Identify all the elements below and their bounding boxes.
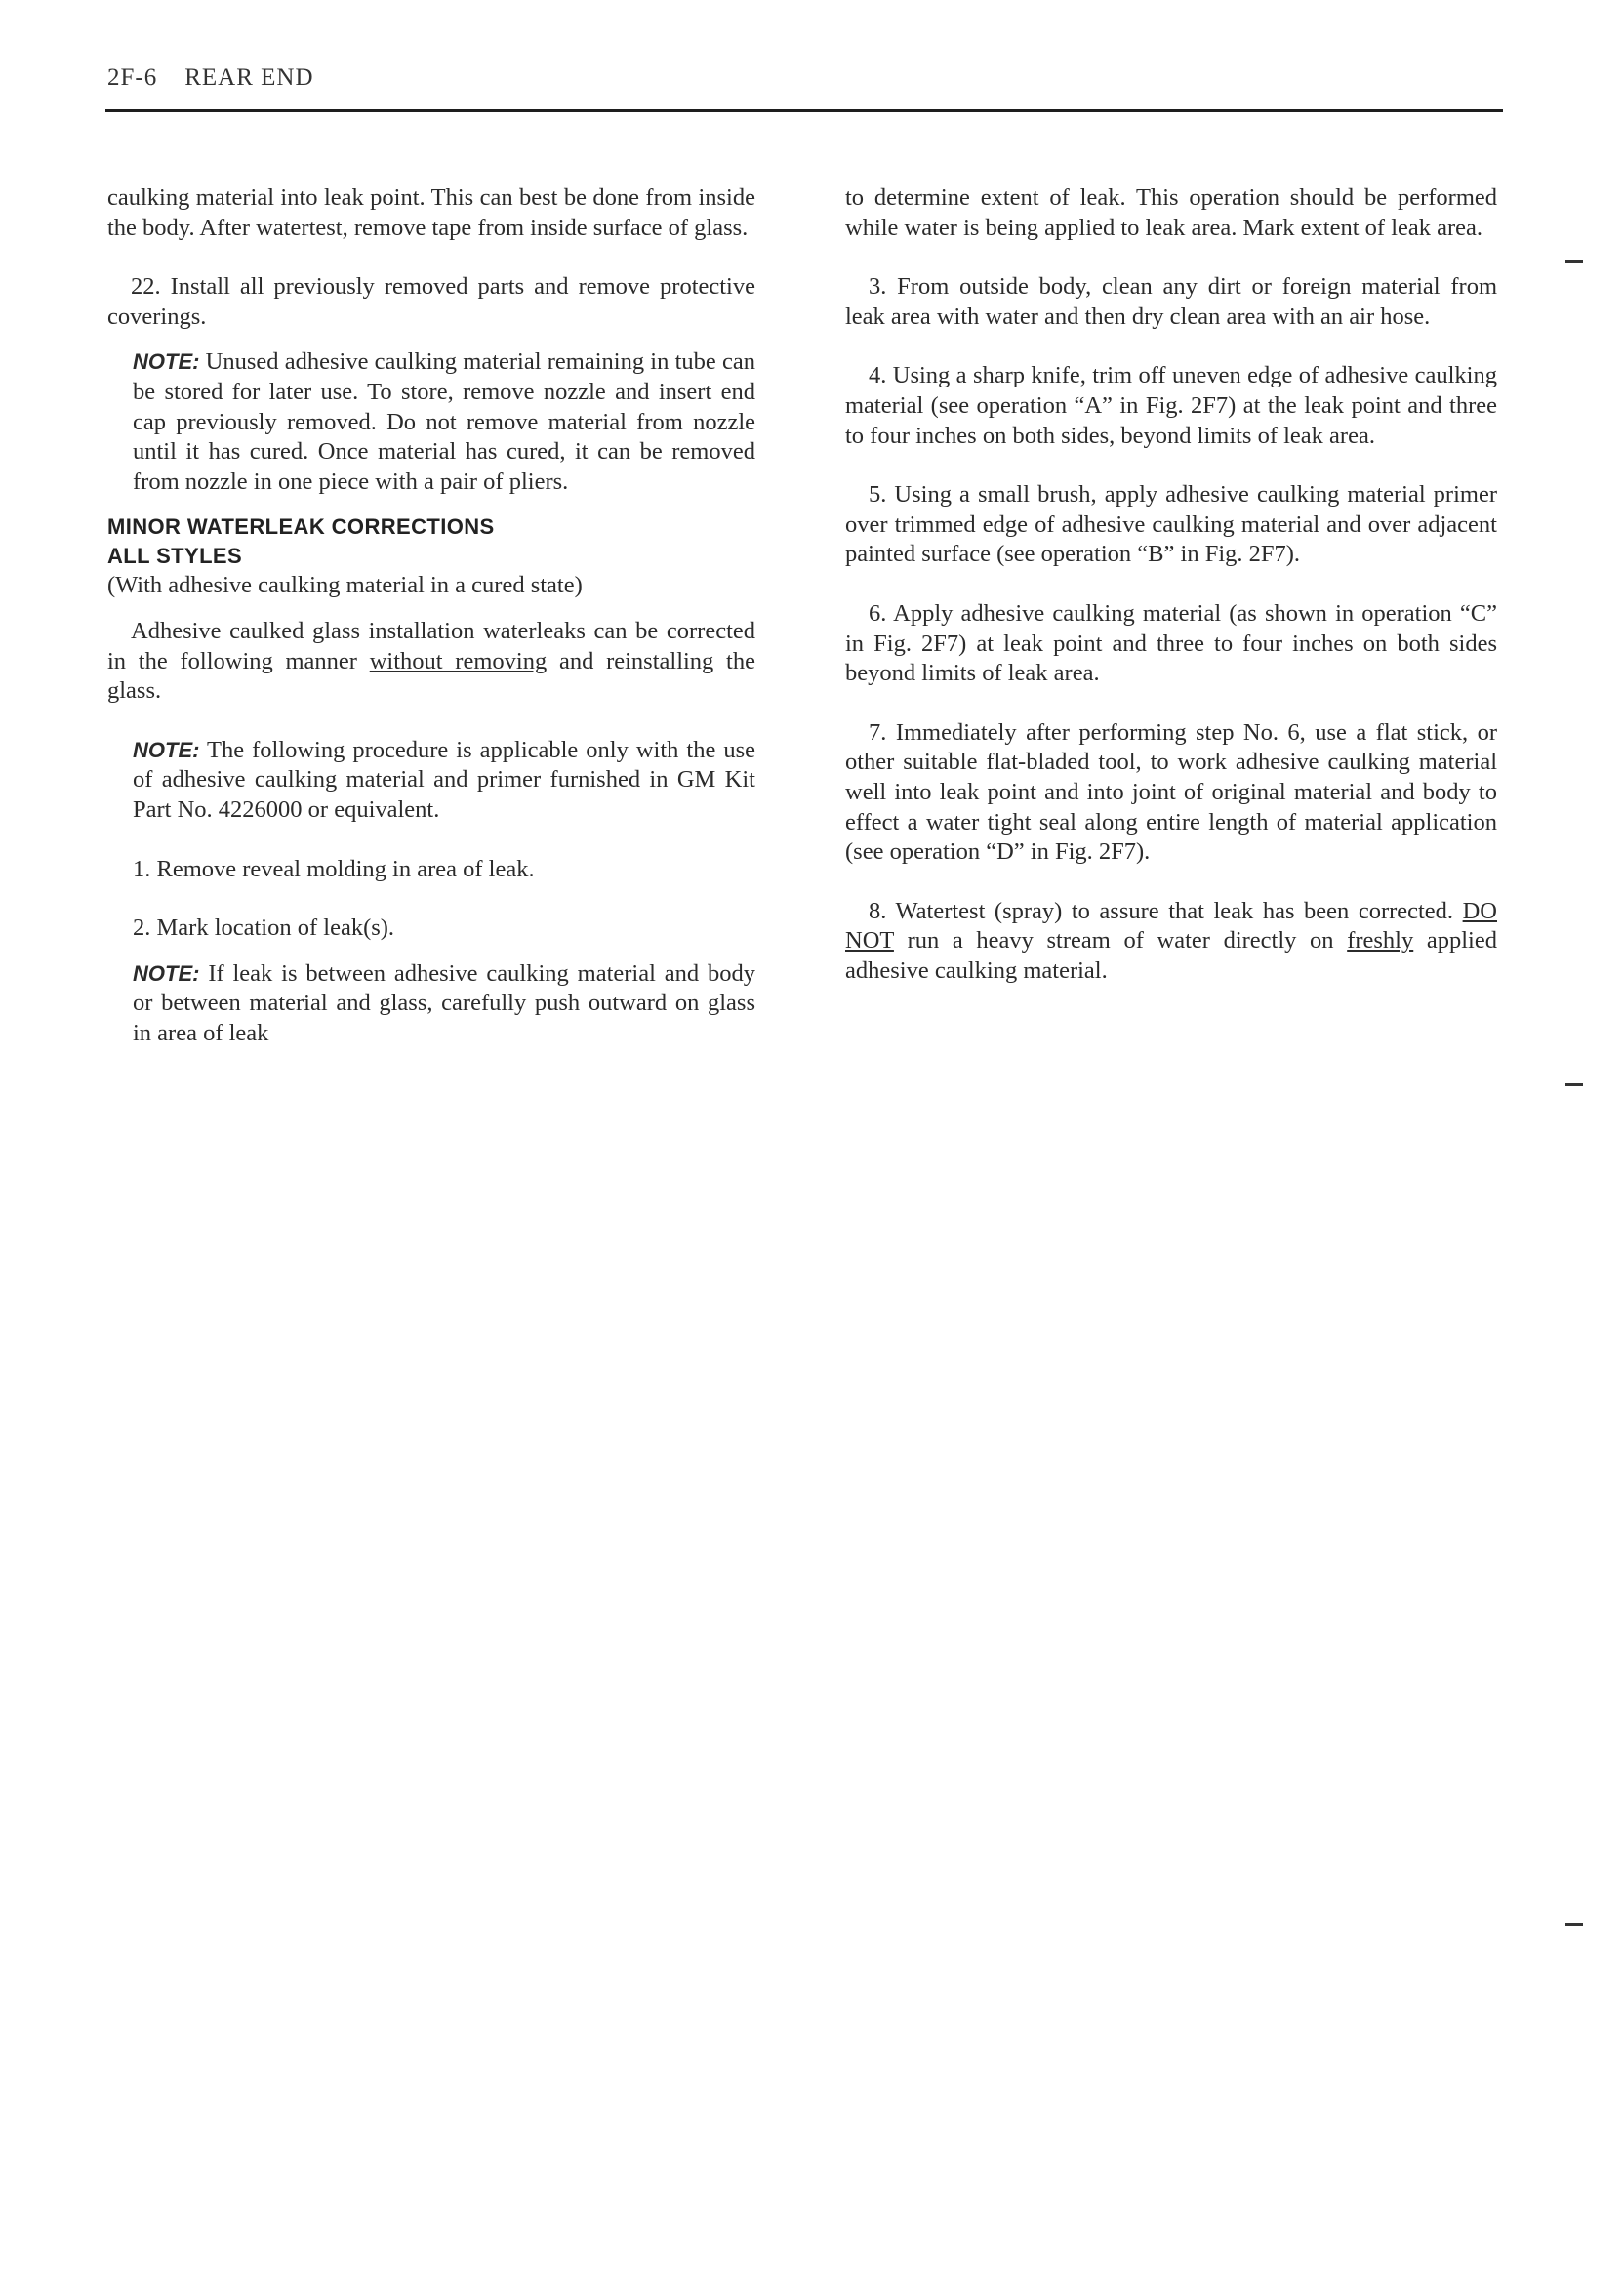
section-subheading-styles: ALL STYLES bbox=[107, 544, 243, 569]
note-label: NOTE: bbox=[133, 960, 200, 986]
header-rule bbox=[105, 109, 1503, 112]
page-header bbox=[107, 64, 314, 92]
note-label: NOTE: bbox=[133, 349, 200, 375]
margin-change-mark bbox=[1565, 260, 1583, 263]
intro-paragraph: Adhesive caulked glass installation waterleaks can be corrected in the following manner without removing and reinstalling the glass. bbox=[107, 617, 755, 705]
right-paragraph-continued: to determine extent of leak. This operation should be performed while water is being applied to leak area. Mark extent of leak area. bbox=[845, 184, 1497, 241]
note-text: If leak is between adhesive caulking material and body or between material and glass, carefully push outward on glass in area of leak bbox=[133, 959, 755, 1046]
underlined-text: without removing bbox=[369, 647, 548, 674]
step-22: 22. Install all previously removed parts and remove protective coverings. bbox=[107, 273, 755, 330]
step-1: 1. Remove reveal molding in area of leak. bbox=[133, 855, 535, 882]
note-leak-location bbox=[133, 959, 755, 1049]
page-number: 2F-6 bbox=[107, 64, 158, 91]
margin-change-mark bbox=[1565, 1083, 1583, 1086]
note-label: NOTE: bbox=[133, 737, 200, 762]
right-column bbox=[845, 183, 1497, 986]
underlined-text: freshly bbox=[1347, 927, 1414, 955]
step-4: 4. Using a sharp knife, trim off uneven edge of adhesive caulking material (see operation “A” in Fig. 2F7) at the leak point and three to four inches on both sides, beyond limits of leak area. bbox=[845, 362, 1497, 449]
step-5: 5. Using a small brush, apply adhesive caulking material primer over trimmed edge of adhesive caulking material and over adjacent painted surface (see operation “B” in Fig. 2F7). bbox=[845, 481, 1497, 568]
step-8: 8. Watertest (spray) to assure that leak has been corrected. DO NOT run a heavy stream of water directly on freshly applied adhesive caulking material. bbox=[845, 897, 1497, 984]
step-7: 7. Immediately after performing step No. 6, use a flat stick, or other suitable flat-bladed tool, to work adhesive caulking material well into leak point and into joint of original material and body to effect a water tight seal along entire length of material application (see operation “D” in Fig. 2F7). bbox=[845, 718, 1497, 866]
section-heading: MINOR WATERLEAK CORRECTIONS bbox=[107, 514, 495, 540]
left-column bbox=[107, 183, 755, 1048]
section-condition: (With adhesive caulking material in a cured state) bbox=[107, 572, 583, 599]
underlined-text: DO NOT bbox=[845, 897, 1497, 955]
left-paragraph-continued: caulking material into leak point. This can best be done from inside the body. After watertest, remove tape from inside surface of glass. bbox=[107, 184, 755, 241]
step-6: 6. Apply adhesive caulking material (as shown in operation “C” in Fig. 2F7) at leak point and three to four inches on both sides beyond limits of leak area. bbox=[845, 599, 1497, 687]
step-2: 2. Mark location of leak(s). bbox=[133, 915, 395, 942]
step-3: 3. From outside body, clean any dirt or foreign material from leak area with water and then dry clean area with an air hose. bbox=[845, 273, 1497, 330]
note-text: The following procedure is applicable only with the use of adhesive caulking material and primer furnished in GM Kit Part No. 4226000 or equivalent. bbox=[133, 736, 755, 823]
margin-change-mark bbox=[1565, 1923, 1583, 1926]
note-kit bbox=[133, 736, 755, 826]
note-unused-material bbox=[133, 347, 755, 497]
note-text: Unused adhesive caulking material remaining in tube can be stored for later use. To store, remove nozzle and insert end cap previously removed. Do not remove material from nozzle until it has cured. Once material has cured, it can be removed from nozzle in one piece with a pair of pliers. bbox=[133, 348, 755, 495]
section-title: REAR END bbox=[184, 64, 314, 91]
